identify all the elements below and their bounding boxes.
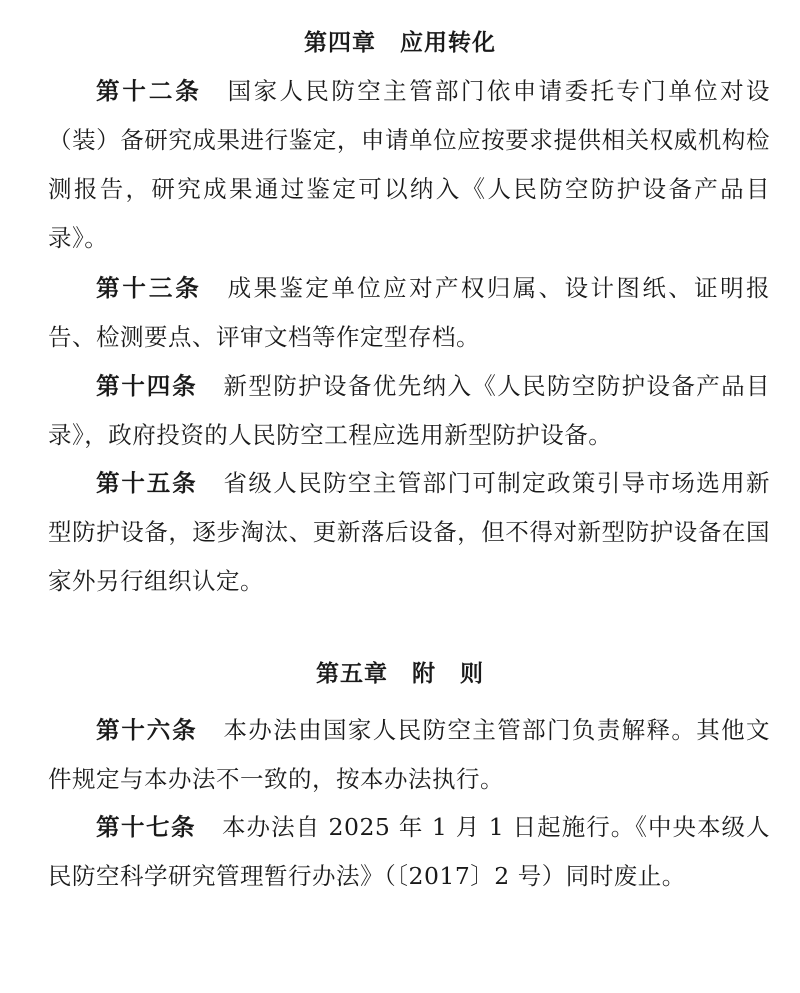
- article-text: 本办法自 2025 年 1 月 1 日起施行。《中央本级人民防空科学研究管理暂行办法》（〔2017〕2 号）同时废止。: [48, 813, 771, 890]
- article-text: 本办法由国家人民防空主管部门负责解释。其他文件规定与本办法不一致的，按本办法执行。: [48, 716, 771, 793]
- article-16: [48, 706, 770, 804]
- article-14: [48, 362, 770, 460]
- article-number: 第十六条: [96, 716, 198, 744]
- chapter-5-title: 第五章 附 则: [316, 661, 484, 687]
- article-17: [48, 803, 770, 901]
- article-text: 新型防护设备优先纳入《人民防空防护设备产品目录》，政府投资的人民防空工程应选用新型防护设备。: [48, 372, 771, 449]
- article-13: [48, 264, 770, 362]
- article-number: 第十四条: [96, 372, 198, 400]
- article-text: 国家人民防空主管部门依申请委托专门单位对设（装）备研究成果进行鉴定，申请单位应按要求提供相关权威机构检测报告，研究成果通过鉴定可以纳入《人民防空防护设备产品目录》。: [48, 77, 771, 252]
- chapter-4-title: 第四章 应用转化: [304, 30, 496, 56]
- article-number: 第十五条: [96, 469, 198, 497]
- article-12: [48, 67, 770, 263]
- article-number: 第十三条: [96, 274, 202, 302]
- article-15: [48, 459, 770, 606]
- article-number: 第十七条: [96, 813, 197, 841]
- article-number: 第十二条: [96, 77, 202, 105]
- article-text: 成果鉴定单位应对产权归属、设计图纸、证明报告、检测要点、评审文档等作定型存档。: [48, 274, 771, 351]
- article-text: 省级人民防空主管部门可制定政策引导市场选用新型防护设备，逐步淘汰、更新落后设备，但不得对新型防护设备在国家外另行组织认定。: [48, 469, 771, 595]
